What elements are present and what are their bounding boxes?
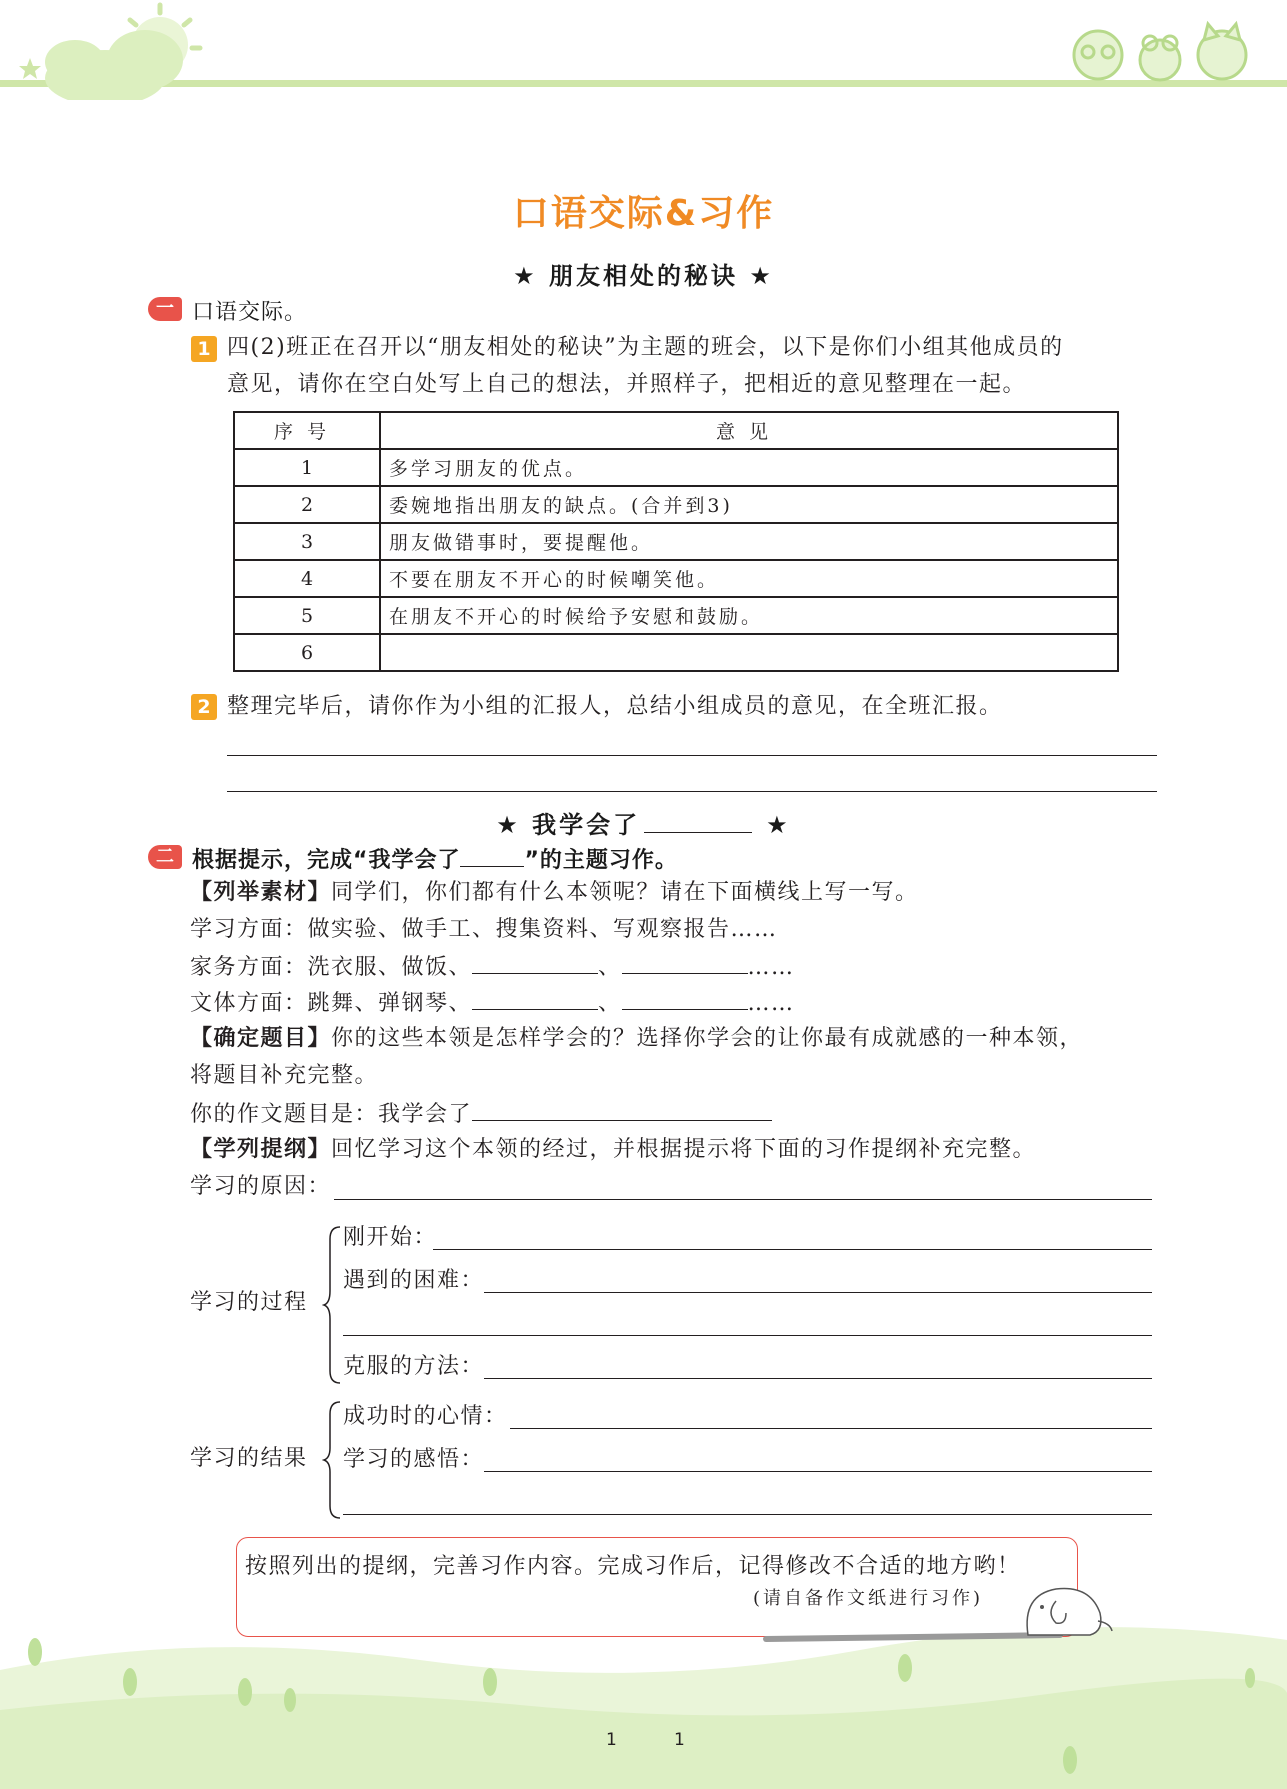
arts-sep: 、 [598,991,622,1016]
star-icon [19,58,41,79]
result-brace [322,1400,344,1520]
housework-sep: 、 [598,955,622,980]
outline-paragraph [190,1135,1036,1165]
page-title: 口语交际&习作 [512,193,775,234]
process-label: 学习的过程 [190,1290,308,1315]
question-1-badge: 1 [191,336,217,362]
material-text: 同学们，你们都有什么本领呢？请在下面横线上写一写。 [331,880,919,905]
arts-blank-1[interactable] [472,987,598,1010]
cloud-icon [45,30,183,100]
arts-line [190,987,795,1019]
table-cell-opinion: 不要在朋友不开心的时候嘲笑他。 [380,560,1118,597]
table-cell-no: 2 [234,486,380,523]
note-main: 按照列出的提纲，完善习作内容。完成习作后，记得修改不合适的地方哟！ [245,1554,1021,1579]
section2-subtitle-suffix: ★ [766,811,791,839]
table-cell-opinion-blank[interactable] [380,634,1118,671]
page-number-left: 1 [606,1730,617,1750]
table-row [234,486,1118,523]
material-paragraph [190,878,919,908]
topic-tag: 【确定题目】 [190,1026,332,1051]
result-item-insight: 学习的感悟： [343,1447,485,1472]
housework-blank-1[interactable] [472,951,598,974]
process-item-start: 刚开始： [343,1225,438,1250]
process-line-start[interactable] [433,1249,1152,1250]
table-header-no: 序号 [234,412,380,449]
note-sub: (请自备作文纸进行习作) [753,1588,984,1609]
process-line-extra[interactable] [343,1335,1152,1336]
question-2-badge: 2 [191,694,217,720]
table-cell-no: 6 [234,634,380,671]
table-cell-no: 3 [234,523,380,560]
result-line-insight[interactable] [484,1471,1152,1472]
section2-badge: 二 [148,845,182,869]
process-line-difficulty[interactable] [484,1292,1152,1293]
table-cell-no: 4 [234,560,380,597]
result-line-mood[interactable] [510,1428,1152,1429]
result-item-mood: 成功时的心情： [343,1404,508,1429]
topic-line2: 将题目补充完整。 [190,1063,379,1088]
section1-badge: 一 [148,297,182,321]
arts-end: …… [747,991,795,1016]
header-decoration [0,0,1287,100]
section1-heading: 口语交际。 [192,300,308,325]
topic-paragraph [190,1024,1083,1054]
page-number-right: 1 [674,1730,685,1750]
table-row [234,634,1118,671]
process-item-difficulty: 遇到的困难： [343,1268,485,1293]
section2-heading [192,843,678,874]
housework-label: 家务方面：洗衣服、做饭、 [190,955,473,980]
section2-subtitle [0,805,1287,840]
arts-label: 文体方面：跳舞、弹钢琴、 [190,991,473,1016]
section1-subtitle: ★ 朋友相处的秘诀 ★ [513,262,774,290]
section2-heading-b: ”的主题习作。 [524,848,678,873]
section2-subtitle-prefix: ★ 我学会了 [496,811,641,839]
topic-line1: 你的这些本领是怎样学会的？选择你学会的让你最有成就感的一种本领， [331,1026,1084,1051]
table-cell-opinion: 委婉地指出朋友的缺点。(合并到3) [380,486,1118,523]
opinion-table [233,411,1119,672]
question-1-line2: 意见，请你在空白处写上自己的想法，并照样子，把相近的意见整理在一起。 [227,372,1027,397]
material-tag: 【列举素材】 [190,880,332,905]
heading-blank [460,846,524,867]
study-line: 学习方面：做实验、做手工、搜集资料、写观察报告…… [190,917,778,942]
table-row [234,560,1118,597]
question-1-line1: 四(2)班正在召开以“朋友相处的秘诀”为主题的班会，以下是你们小组其他成员的 [227,335,1064,360]
table-row [234,597,1118,634]
housework-end: …… [747,955,795,980]
table-header-row [234,412,1118,449]
reason-line[interactable] [334,1199,1152,1200]
elephant-icon [760,1583,1116,1645]
result-line-extra[interactable] [343,1514,1152,1515]
process-item-method: 克服的方法： [343,1354,485,1379]
result-label: 学习的结果 [190,1446,308,1471]
answer-line[interactable] [227,791,1157,792]
table-cell-opinion: 朋友做错事时，要提醒他。 [380,523,1118,560]
arts-blank-2[interactable] [622,987,748,1010]
cartoon-animals-icon [1074,24,1246,80]
reason-label: 学习的原因： [190,1174,332,1199]
table-cell-no: 5 [234,597,380,634]
section2-heading-a: 根据提示，完成“我学会了 [192,848,461,873]
title-prompt-line [190,1098,772,1130]
outline-tag: 【学列提纲】 [190,1137,332,1162]
housework-line [190,951,795,983]
title-prompt: 你的作文题目是：我学会了 [190,1102,473,1127]
table-row [234,523,1118,560]
subtitle-blank [644,810,752,833]
table-cell-opinion: 多学习朋友的优点。 [380,449,1118,486]
answer-line[interactable] [227,755,1157,756]
housework-blank-2[interactable] [622,951,748,974]
question-2-text: 整理完毕后，请你作为小组的汇报人，总结小组成员的意见，在全班汇报。 [227,694,1003,719]
table-row [234,449,1118,486]
table-cell-opinion: 在朋友不开心的时候给予安慰和鼓励。 [380,597,1118,634]
process-brace [322,1225,344,1385]
outline-text: 回忆学习这个本领的经过，并根据提示将下面的习作提纲补充完整。 [331,1137,1037,1162]
table-header-opinion: 意见 [380,412,1118,449]
table-cell-no: 1 [234,449,380,486]
title-blank[interactable] [472,1098,772,1121]
process-line-method[interactable] [484,1378,1152,1379]
